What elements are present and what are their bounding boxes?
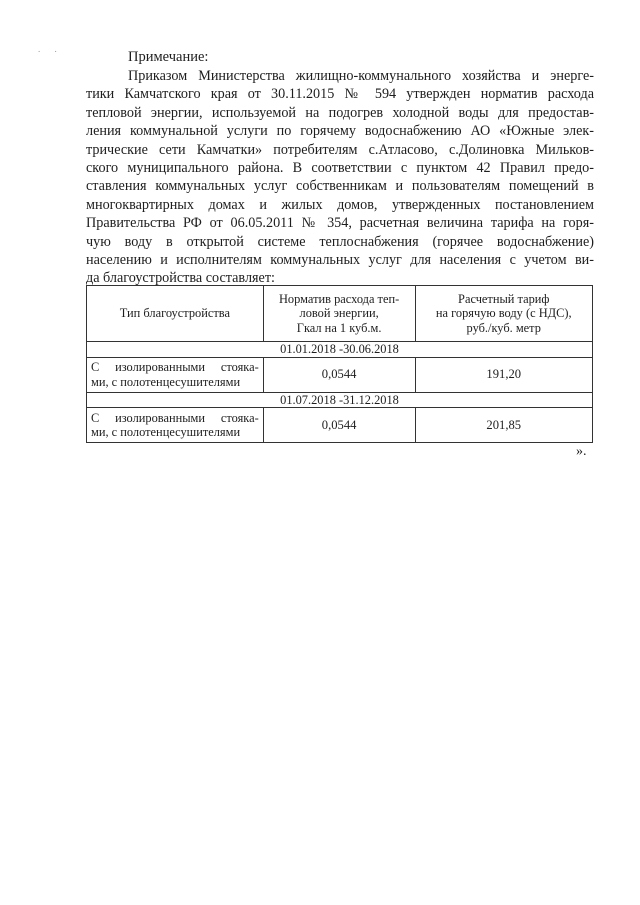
paragraph-line: да благоустройства составляет: [86,270,275,287]
paragraph-line: трические сети Камчатки» потребителям с.Атласово, с.Долиновка Мильков- [86,141,594,158]
header-tariff-line: руб./куб. метр [466,320,541,335]
note-title: Примечание: [128,49,209,65]
header-norm-line: Гкал на 1 куб.м. [296,320,382,335]
header-type-label: Тип благоустройства [119,306,230,321]
norm-cell: 0,0544 [263,408,415,443]
table-row [87,408,593,443]
type-line: ми, с полотенцесушителями [91,374,241,389]
header-tariff-line: Расчетный тариф [458,291,550,306]
table-row [87,357,593,392]
type-line: С изолированными стояка- [91,360,259,374]
header-type [87,286,264,342]
table-header-row [87,286,593,342]
type-cell [87,408,264,443]
paragraph-line: населению и исполнителям коммунальных услуг для населения с учетом ви- [86,251,594,268]
paragraph-line: Правительства РФ от 06.05.2011 № 354, расчетная величина тарифа на горя- [86,215,594,232]
header-norm-line: Норматив расхода теп- [278,291,400,306]
paragraph-line: ского муниципального района. В соответствии с пунктом 42 Правил предо- [86,159,594,176]
type-cell [87,357,264,392]
paragraph-line: тики Камчатского края от 30.11.2015 № 594 утвержден норматив расхода [86,86,594,103]
norm-cell: 0,0544 [263,357,415,392]
header-norm-line: ловой энергии, [299,306,379,321]
paragraph-line: многоквартирных домах и жилых домов, утвержденных постановлением [86,196,594,213]
note-paragraph [86,67,594,288]
type-line: С изолированными стояка- [91,410,259,425]
tariff-cell: 201,85 [415,408,593,443]
period-label: 01.01.2018 -30.06.2018 [87,342,593,358]
paragraph-line: тепловой энергии, используемой на подогрев холодной воды для предостав- [86,104,594,121]
paragraph-line: ления коммунальной услуги по горячему водоснабжению АО «Южные элек- [86,123,594,140]
paragraph-line: Приказом Министерства жилищно-коммунального хозяйства и энерге- [128,68,594,84]
tariff-cell: 191,20 [415,357,593,392]
period-row [87,392,593,408]
paragraph-line: чую воду в открытой системе теплоснабжения (горячее водоснабжение) [86,233,594,250]
header-tariff-line: на горячую воду (с НДС), [435,306,572,321]
period-label: 01.07.2018 -31.12.2018 [87,392,593,408]
header-tariff [415,286,593,342]
header-norm [263,286,415,342]
margin-mark: . . [38,44,63,54]
period-row [87,342,593,358]
paragraph-line: ставления коммунальных услуг собственникам и пользователям помещений в [86,178,594,195]
type-line: ми, с полотенцесушителями [91,425,241,439]
closing-quote: ». [576,444,587,459]
tariff-table [86,285,593,443]
